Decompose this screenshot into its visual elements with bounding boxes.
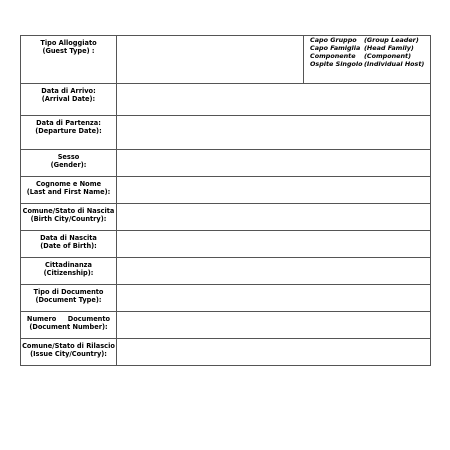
field-label-it: Data di Partenza:	[36, 119, 101, 127]
field-row-issue-place	[21, 339, 431, 366]
document-type-input[interactable]	[117, 285, 431, 312]
field-row-birth-date	[21, 231, 431, 258]
field-row-citizenship	[21, 258, 431, 285]
birth-place-input[interactable]	[117, 204, 431, 231]
option-label-it: Capo Gruppo	[310, 36, 357, 44]
field-row-document-type	[21, 285, 431, 312]
field-label-it: Cognome e Nome	[35, 180, 102, 188]
field-label	[21, 150, 117, 177]
birth-date-input[interactable]	[117, 231, 431, 258]
guest-type-row	[21, 36, 431, 84]
field-label	[21, 258, 117, 285]
field-label-it: Cittadinanza	[45, 261, 92, 269]
guest-type-label	[21, 36, 117, 84]
document-number-input[interactable]	[117, 312, 431, 339]
option-label-en: (Head Family)	[364, 43, 414, 52]
field-label	[21, 312, 117, 339]
field-label-it: Comune/Stato di Nascita	[22, 207, 115, 215]
option-label-it: Componente	[310, 51, 356, 60]
field-label-en: (Document Type):	[35, 296, 102, 304]
field-label	[21, 204, 117, 231]
field-label-it: Data di Nascita	[40, 234, 97, 242]
field-label-en: (Arrival Date):	[41, 95, 96, 103]
field-label-it: Numero Documento	[26, 315, 111, 323]
field-row-name	[21, 177, 431, 204]
field-label-it: Comune/Stato di Rilascio	[22, 342, 115, 350]
option-label-en: (Individual Host)	[364, 59, 425, 68]
field-row-arrival-date	[21, 84, 431, 116]
field-label-en: (Last and First Name):	[26, 188, 111, 196]
field-label-en: (Citizenship):	[43, 269, 94, 277]
option-label-it: Capo Famiglia	[310, 43, 361, 52]
field-label-en: (Birth City/Country):	[30, 215, 107, 223]
gender-input[interactable]	[117, 150, 431, 177]
field-label	[21, 339, 117, 366]
guest-type-option[interactable]	[310, 61, 430, 69]
issue-place-input[interactable]	[117, 339, 431, 366]
field-row-departure-date	[21, 116, 431, 150]
option-label-en: (Group Leader)	[364, 36, 419, 44]
name-input[interactable]	[117, 177, 431, 204]
field-label-it: Data di Arrivo:	[41, 87, 96, 95]
option-label-it: Ospite Singolo	[310, 59, 363, 68]
guest-type-value[interactable]	[117, 36, 304, 84]
departure-date-input[interactable]	[117, 116, 431, 150]
field-label	[21, 84, 117, 116]
field-row-gender	[21, 150, 431, 177]
field-row-birth-place	[21, 204, 431, 231]
field-label-en: (Departure Date):	[35, 127, 102, 135]
field-label-en: (Issue City/Country):	[30, 350, 107, 358]
field-label-en: (Document Number):	[29, 323, 108, 331]
field-label-en: (Date of Birth):	[40, 242, 97, 250]
field-label	[21, 177, 117, 204]
guest-type-options[interactable]	[304, 36, 431, 84]
field-label-it: Tipo di Documento	[33, 288, 104, 296]
field-label	[21, 116, 117, 150]
field-label-en: (Gender):	[50, 161, 87, 169]
option-label-en: (Component)	[364, 51, 412, 60]
citizenship-input[interactable]	[117, 258, 431, 285]
field-label	[21, 285, 117, 312]
field-row-document-number	[21, 312, 431, 339]
field-label-it: Sesso	[57, 153, 80, 161]
guest-type-label-it: Tipo Alloggiato	[40, 39, 97, 47]
registration-form	[20, 35, 431, 366]
arrival-date-input[interactable]	[117, 84, 431, 116]
field-label	[21, 231, 117, 258]
guest-type-label-en: (Guest Type) :	[42, 47, 95, 55]
